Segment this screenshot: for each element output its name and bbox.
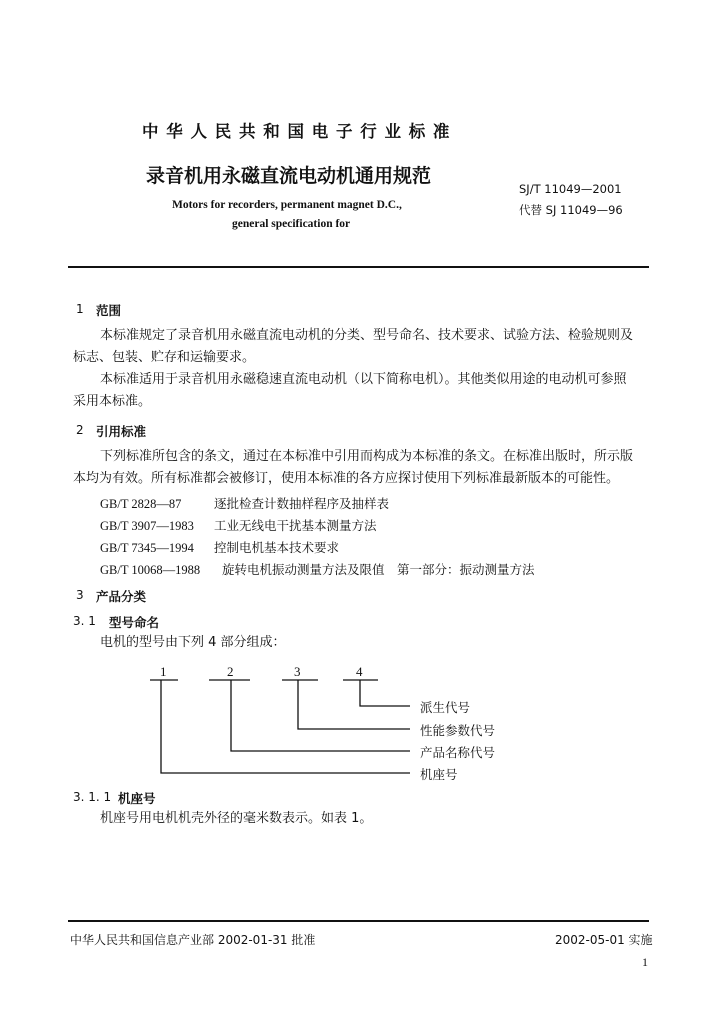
section-2-title: 引用标准 [96,424,147,439]
english-title-line2: general specification for [232,218,351,230]
section-2-paragraph-line2: 本均为有效。所有标准都会被修订，使用本标准的各方应探讨使用下列标准最新版本的可能性。 [73,471,620,486]
label-product-name-code: 产品名称代号 [420,745,496,760]
reference-code: GB/T 2828—87 [100,497,182,511]
section-3-1-1-title: 机座号 [118,791,156,806]
reference-title: 工业无线电干扰基本测量方法 [214,518,377,533]
section-3-number: 3 [76,588,84,602]
reference-code: GB/T 10068—1988 [100,563,201,577]
connector-part-3 [298,680,410,729]
section-1-title: 范围 [96,303,122,318]
section-1-paragraph-2-line1: 本标准适用于录音机用永磁稳速直流电动机（以下简称电机）。其他类似用途的电动机可参照 [100,372,627,387]
issuing-authority: 中 华 人 民 共 和 国 电 子 行 业 标 准 [142,122,451,141]
label-frame-number: 机座号 [420,767,458,782]
approval-statement: 中华人民共和国信息产业部 2002-01-31 批准 [70,933,316,947]
part-number-4: 4 [356,664,363,679]
reference-code: GB/T 3907—1983 [100,519,194,533]
section-1-number: 1 [76,302,84,316]
section-3-title: 产品分类 [96,589,147,604]
section-3-1-1-text: 机座号用电机机壳外径的毫米数表示。如表 1。 [100,811,373,826]
section-3-1-number: 3. 1 [73,614,96,628]
effective-date: 2002-05-01 实施 [555,933,653,947]
page-number: 1 [642,955,648,969]
part-number-2: 2 [227,664,234,679]
part-number-1: 1 [160,664,167,679]
connector-part-1 [161,680,410,773]
section-1-paragraph-2-line2: 采用本标准。 [73,394,152,409]
section-3-1-1-number: 3. 1. 1 [73,790,112,804]
english-title-line1: Motors for recorders, permanent magnet D.C., [172,199,402,211]
section-3-1-title: 型号命名 [109,615,160,630]
section-1-paragraph-1-line2: 标志、包装、贮存和运输要求。 [73,350,256,365]
section-1-paragraph-1-line1: 本标准规定了录音机用永磁直流电动机的分类、型号命名、技术要求、试验方法、检验规则及 [100,328,634,343]
reference-code: GB/T 7345—1994 [100,541,194,555]
reference-title: 旋转电机振动测量方法及限值 第一部分：振动测量方法 [222,562,535,577]
document-title: 录音机用永磁直流电动机通用规范 [146,165,432,187]
label-derivative-code: 派生代号 [420,700,471,715]
label-performance-code: 性能参数代号 [420,723,496,738]
connector-part-2 [231,680,410,751]
reference-title: 逐批检查计数抽样程序及抽样表 [214,496,390,511]
section-2-number: 2 [76,423,84,437]
connector-part-4 [360,680,410,706]
section-3-1-text: 电机的型号由下列 4 部分组成： [100,635,286,650]
standard-number: SJ/T 11049—2001 [519,182,622,196]
reference-title: 控制电机基本技术要求 [214,540,340,555]
replaces-standard: 代替 SJ 11049—96 [519,203,623,217]
section-2-paragraph-line1: 下列标准所包含的条文，通过在本标准中引用而构成为本标准的条文。在标准出版时，所示版 [100,449,634,464]
part-number-3: 3 [294,664,301,679]
footer-rule [68,920,649,922]
